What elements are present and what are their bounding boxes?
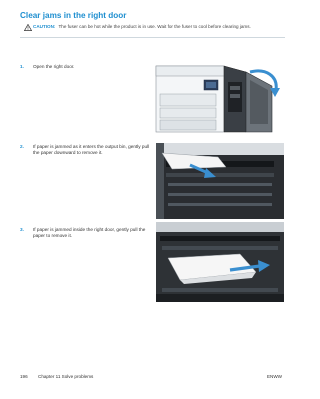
step-number: 2. bbox=[20, 144, 24, 149]
step-2 bbox=[20, 144, 155, 160]
brand-label: ENWW bbox=[266, 374, 282, 379]
page-title: Clear jams in the right door bbox=[20, 11, 127, 20]
step-text: If paper is jammed as it enters the output bin, gently pull the paper downward to remove it. bbox=[33, 144, 150, 155]
step-number: 3. bbox=[20, 227, 24, 232]
caution-note bbox=[33, 24, 285, 30]
step-1 bbox=[20, 64, 155, 72]
step-text: If paper is jammed inside the right door, gently pull the paper to remove it. bbox=[33, 227, 146, 238]
output-bin-jam-illustration bbox=[156, 143, 284, 219]
step-3 bbox=[20, 227, 155, 243]
right-door-jam-illustration bbox=[156, 222, 284, 302]
printer-right-door-illustration bbox=[154, 58, 284, 133]
divider bbox=[20, 37, 285, 38]
warning-icon bbox=[24, 24, 32, 31]
chapter-label: Chapter 11 Solve problems bbox=[38, 374, 94, 379]
page-number: 196 bbox=[20, 374, 28, 379]
caution-text: The fuser can be hot while the product is in use. Wait for the fuser to cool before clearing jams. bbox=[58, 24, 251, 29]
step-text: Open the right door. bbox=[33, 64, 75, 69]
step-number: 1. bbox=[20, 64, 24, 69]
caution-label: CAUTION: bbox=[33, 24, 56, 29]
